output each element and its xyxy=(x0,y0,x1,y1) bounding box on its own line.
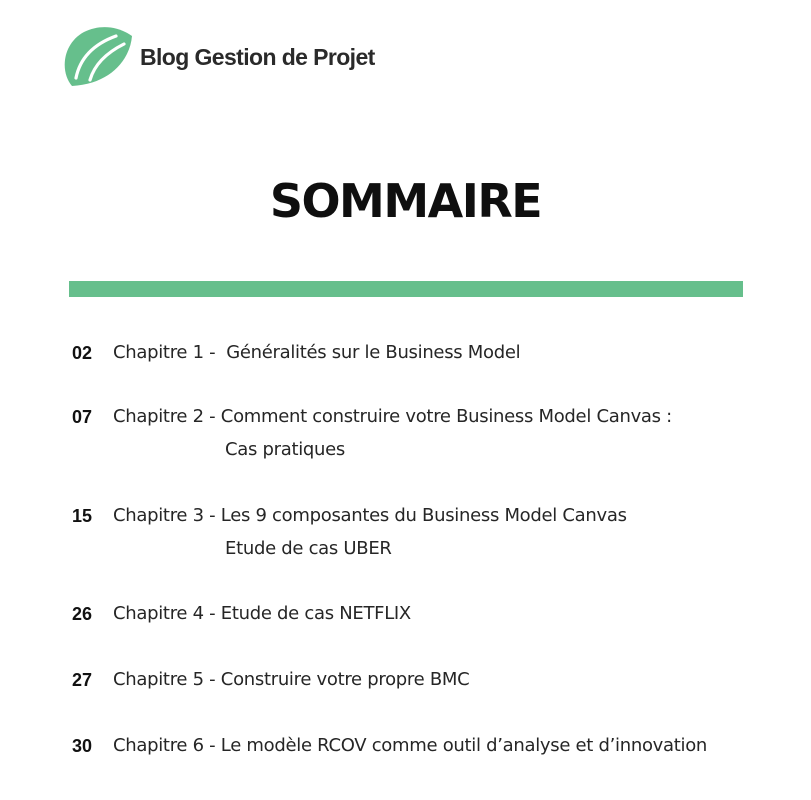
toc-chapter-line xyxy=(113,733,707,759)
toc-chapter-title: Etude de cas NETFLIX xyxy=(220,603,411,624)
toc-chapter-title: Comment construire votre Business Model Canvas : xyxy=(220,406,672,427)
toc-chapter-line xyxy=(113,340,520,366)
toc-chapter-subtitle: Cas pratiques xyxy=(225,439,345,460)
toc-page-number: 15 xyxy=(72,506,93,526)
toc-chapter-line xyxy=(113,404,672,430)
toc-chapter-label: Chapitre 2 - xyxy=(113,406,221,427)
toc-chapter-label: Chapitre 3 - xyxy=(113,505,221,526)
toc-page-number: 27 xyxy=(72,670,93,690)
toc-chapter-title: Les 9 composantes du Business Model Canvas xyxy=(220,505,627,526)
toc-chapter-subtitle: Etude de cas UBER xyxy=(225,538,392,559)
brand-name: Blog Gestion de Projet xyxy=(140,43,375,70)
toc-page-number: 02 xyxy=(72,343,93,363)
toc-chapter-label: Chapitre 6 - xyxy=(113,735,221,756)
toc-chapter-label: Chapitre 5 - xyxy=(113,669,221,690)
toc-page-number: 26 xyxy=(72,604,93,624)
toc-chapter-label: Chapitre 4 - xyxy=(113,603,221,624)
toc-chapter-title: Le modèle RCOV comme outil d’analyse et d’innovation xyxy=(220,735,708,756)
toc-chapter-title: Généralités sur le Business Model xyxy=(226,342,521,363)
toc-chapter-line xyxy=(113,601,411,627)
toc-chapter-label: Chapitre 1 - xyxy=(113,342,227,363)
toc-chapter-line xyxy=(113,667,469,693)
page-title: SOMMAIRE xyxy=(269,174,542,228)
toc-page-number: 07 xyxy=(72,407,93,427)
toc-chapter-line xyxy=(113,503,627,529)
toc-page-number: 30 xyxy=(72,736,93,756)
toc-chapter-title: Construire votre propre BMC xyxy=(220,669,470,690)
